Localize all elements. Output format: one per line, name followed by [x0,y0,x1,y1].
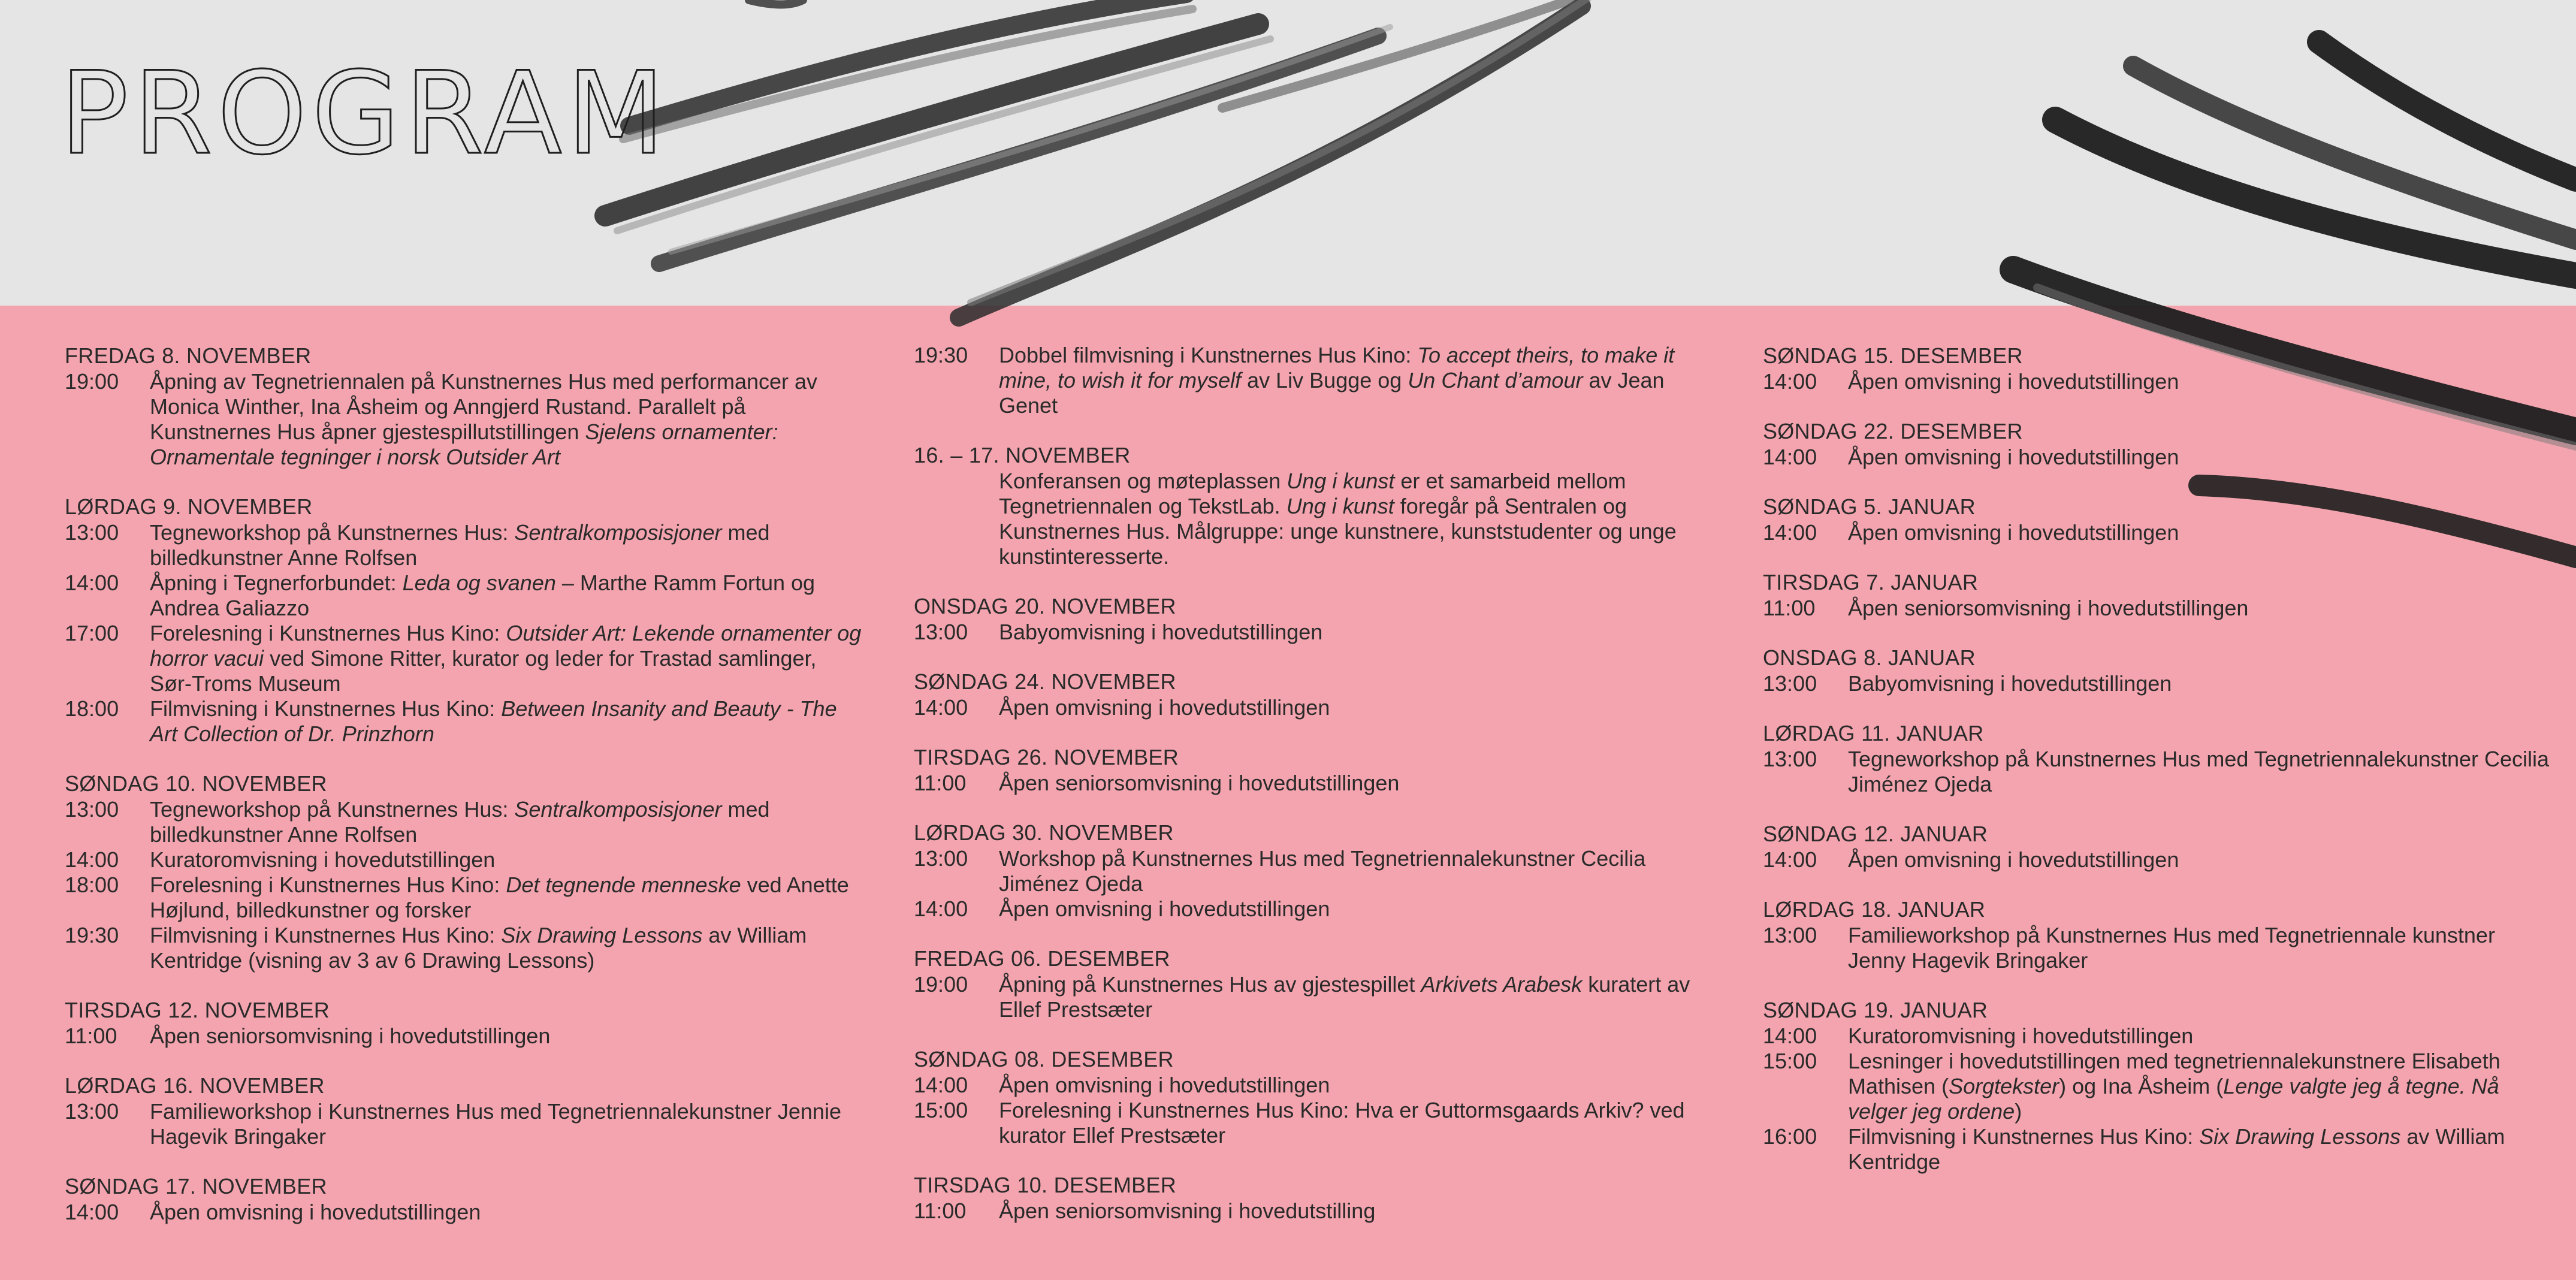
event-time: 19:00 [914,972,968,997]
event-description [999,771,1711,796]
event-text: kuratert av Ellef Prestsæter [999,972,1690,1022]
event-row [65,1024,862,1049]
event-description [1848,747,2554,797]
day-heading: SØNDAG 5. JANUAR [1763,494,1976,519]
event-text: Workshop på Kunstnernes Hus med Tegnetriennalekunstner Cecilia Jiménez Ojeda [999,846,1646,896]
day-heading: LØRDAG 11. JANUAR [1763,721,1984,745]
event-text: med billedkunstner Anne Rolfsen [150,520,770,570]
day-heading: TIRSDAG 12. NOVEMBER [65,998,330,1022]
day-heading: SØNDAG 10. NOVEMBER [65,771,327,796]
event-title-italic: Sentralkomposisjoner [514,797,722,822]
event-text: Filmvisning i Kunstnernes Hus Kino: [150,696,502,721]
event-time: 19:00 [65,369,119,394]
day-block [1763,645,2554,696]
event-row [914,771,1711,796]
event-time: 14:00 [1763,445,1817,469]
day-heading: SØNDAG 15. DESEMBER [1763,343,2023,368]
day-heading: LØRDAG 16. NOVEMBER [65,1073,325,1098]
event-description [1848,369,2554,394]
event-time: 13:00 [1763,747,1817,771]
event-description [1848,847,2554,873]
day-block [1763,418,2554,470]
event-row [914,695,1711,720]
day-heading: SØNDAG 22. DESEMBER [1763,419,2023,443]
day-block [914,820,1711,922]
event-title-italic: Between Insanity and Beauty - The Art Collection of Dr. Prinzhorn [150,696,837,746]
event-description [150,847,862,873]
event-text: Åpen omvisning i hovedutstillingen [1848,445,2179,469]
day-block [914,343,1711,418]
event-text: Åpning i Tegnerforbundet: [150,570,403,595]
event-row [914,343,1711,418]
event-text: Filmvisning i Kunstnernes Hus Kino: [1848,1124,2200,1149]
event-text: Familieworkshop i Kunstnernes Hus med Tegnetriennalekunstner Jennie Hagevik Bringaker [150,1099,841,1149]
event-text: Forelesning i Kunstnernes Hus Kino: [150,621,506,645]
event-text: Tegneworkshop på Kunstnernes Hus: [150,797,515,822]
event-time: 18:00 [65,696,119,721]
day-heading: TIRSDAG 10. DESEMBER [914,1173,1177,1197]
event-time: 14:00 [914,896,968,921]
event-row [1763,596,2554,621]
event-time: 18:00 [65,873,119,897]
event-text: er et samarbeid mellom Tegnetriennalen og TekstLab. [999,469,1626,518]
day-block [1763,821,2554,873]
schedule-column-2 [914,343,1711,1248]
event-time: 14:00 [65,847,119,872]
event-title-italic: Outsider Art: Lekende ornamenter og horror vacui [150,621,862,671]
event-text: av Liv Bugge og [1241,368,1408,393]
event-time: 15:00 [1763,1049,1817,1073]
day-heading: LØRDAG 18. JANUAR [1763,897,1986,922]
event-row [914,1098,1711,1148]
schedule-column-3 [1763,343,2554,1199]
day-heading: LØRDAG 30. NOVEMBER [914,820,1174,845]
day-block [65,997,862,1049]
event-title-italic: Ung i kunst [1287,469,1395,493]
event-text: av William Kentridge (visning av 3 av 6 Drawing Lessons) [150,923,807,973]
event-title-italic: Sjelens ornamenter: Ornamentale tegninger i norsk Outsider Art [150,419,778,469]
event-text: av Jean Genet [999,368,1665,418]
day-block [1763,343,2554,394]
event-description [999,343,1711,418]
event-text: Åpen omvisning i hovedutstillingen [1848,369,2179,394]
event-text: Konferansen og møteplassen [999,469,1287,493]
event-row [1763,445,2554,470]
day-heading: SØNDAG 12. JANUAR [1763,822,1988,846]
event-title-italic: Six Drawing Lessons [2199,1124,2401,1149]
event-text: Åpen seniorsomvisning i hovedutstillingen [1848,596,2249,620]
day-heading: 16. – 17. NOVEMBER [914,443,1131,467]
day-block [65,494,862,747]
event-text: Kuratoromvisning i hovedutstillingen [150,847,496,872]
event-text: av William Kentridge [1848,1124,2505,1174]
event-row [1763,671,2554,696]
page-title: PROGRAM [60,47,670,180]
event-row [914,896,1711,922]
day-heading: FREDAG 06. DESEMBER [914,946,1170,971]
event-time: 11:00 [1763,596,1816,620]
event-text: med billedkunstner Anne Rolfsen [150,797,770,847]
day-block [65,771,862,973]
event-row [914,469,1711,569]
event-title-italic: Sorgtekster [1949,1074,2059,1098]
event-description [150,923,862,973]
event-row [65,873,862,923]
day-block [914,442,1711,569]
event-description [999,620,1711,645]
event-text: Lesninger i hovedutstillingen med tegnetriennalekunstnere Elisabeth Mathisen ( [1848,1049,2500,1098]
event-row [1763,1124,2554,1175]
day-block [1763,720,2554,797]
event-description [999,1199,1711,1224]
event-time: 11:00 [914,1199,967,1223]
day-heading: SØNDAG 17. NOVEMBER [65,1174,327,1199]
day-heading: LØRDAG 9. NOVEMBER [65,494,313,519]
event-text: Åpen omvisning i hovedutstillingen [999,1073,1330,1097]
event-time: 14:00 [914,1073,968,1097]
event-row [914,846,1711,896]
event-title-italic: Six Drawing Lessons [501,923,703,947]
day-block [914,1046,1711,1148]
event-time: 14:00 [1763,520,1817,545]
event-text: Tegneworkshop på Kunstnernes Hus: [150,520,515,545]
event-row [65,570,862,621]
day-block [65,343,862,470]
event-text: Filmvisning i Kunstnernes Hus Kino: [150,923,502,947]
event-row [914,1199,1711,1224]
event-text: Åpen seniorsomvisning i hovedutstillingen [999,771,1400,795]
event-time: 14:00 [914,695,968,720]
event-time: 13:00 [65,797,119,822]
event-time: 13:00 [914,846,968,871]
event-text: Åpning på Kunstnernes Hus av gjestespillet [999,972,1421,997]
event-row [65,797,862,847]
event-time: 17:00 [65,621,119,645]
event-description [1848,445,2554,470]
event-row [65,696,862,747]
day-block [914,593,1711,645]
event-description [1848,520,2554,545]
event-description [150,570,862,621]
day-heading: TIRSDAG 7. JANUAR [1763,570,1979,594]
event-time: 14:00 [65,570,119,595]
event-text: Familieworkshop på Kunstnernes Hus med Tegnetriennale kunstner Jenny Hagevik Bringaker [1848,923,2495,973]
event-row [1763,747,2554,797]
day-heading: SØNDAG 19. JANUAR [1763,998,1988,1022]
event-title-italic: Ung i kunst [1286,494,1394,518]
event-row [1763,520,2554,545]
event-description [1848,1024,2554,1049]
event-text: Dobbel filmvisning i Kunstnernes Hus Kino: [999,343,1418,367]
event-row [65,1200,862,1225]
event-title-italic: To accept theirs, to make it mine, to wish it for myself [999,343,1675,393]
event-text: ved Simone Ritter, kurator og leder for Trastad samlinger, Sør-Troms Museum [150,646,817,696]
event-row [65,923,862,973]
event-description [999,896,1711,922]
day-heading: TIRSDAG 26. NOVEMBER [914,745,1179,769]
day-heading: ONSDAG 20. NOVEMBER [914,594,1176,618]
event-text: – Marthe Ramm Fortun og Andrea Galiazzo [150,570,816,620]
event-text: foregår på Sentralen og Kunstnernes Hus. Målgruppe: unge kunstnere, kunststudenter og unge kunstinteresserte. [999,494,1677,569]
event-time: 13:00 [65,1099,119,1124]
event-description [999,1098,1711,1148]
event-row [65,520,862,570]
event-row [914,1073,1711,1098]
day-block [1763,896,2554,973]
day-block [914,946,1711,1022]
event-text: Åpning av Tegnetriennalen på Kunstnernes Hus med performancer av Monica Winther, Ina Åsheim og Anngjerd Rustand. Parallelt på Kunstnernes Hus åpner gjestespillutstillingen [150,369,818,444]
event-row [65,369,862,470]
event-text: Forelesning i Kunstnernes Hus Kino: [150,873,506,897]
event-description [999,846,1711,896]
event-time: 14:00 [1763,369,1817,394]
event-time: 13:00 [65,520,119,545]
event-text: Åpen omvisning i hovedutstillingen [999,896,1330,921]
event-description [150,369,862,470]
event-time: 11:00 [65,1024,117,1048]
event-row [1763,369,2554,394]
event-description [1848,1124,2554,1175]
event-title-italic: Det tegnende menneske [506,873,741,897]
day-heading: ONSDAG 8. JANUAR [1763,645,1976,670]
event-row [914,620,1711,645]
day-block [1763,494,2554,545]
event-time: 15:00 [914,1098,968,1122]
day-block [914,669,1711,720]
event-title-italic: Un Chant d’amour [1408,368,1583,393]
event-description [150,621,862,696]
event-time: 14:00 [65,1200,119,1224]
day-heading: SØNDAG 24. NOVEMBER [914,669,1176,694]
event-title-italic: Sentralkomposisjoner [514,520,722,545]
event-row [65,1099,862,1149]
event-row [1763,1024,2554,1049]
day-block [65,1173,862,1225]
event-time: 13:00 [1763,923,1817,947]
event-text: Åpen omvisning i hovedutstillingen [1848,520,2179,545]
day-block [914,744,1711,796]
event-time: 14:00 [1763,1024,1817,1048]
event-text: Åpen omvisning i hovedutstillingen [999,695,1330,720]
event-description [999,1073,1711,1098]
event-text: Åpen omvisning i hovedutstillingen [1848,847,2179,872]
day-block [65,1073,862,1149]
event-time: 19:30 [65,923,119,947]
event-row [1763,847,2554,873]
event-description [150,797,862,847]
event-description [1848,671,2554,696]
event-text: Babyomvisning i hovedutstillingen [1848,671,2172,696]
event-description [1848,1049,2554,1124]
event-row [1763,923,2554,973]
event-time: 19:30 [914,343,968,367]
event-text: Åpen omvisning i hovedutstillingen [150,1200,481,1224]
event-text: Tegneworkshop på Kunstnernes Hus med Tegnetriennalekunstner Cecilia Jiménez Ojeda [1848,747,2550,796]
event-description [999,695,1711,720]
event-description [1848,923,2554,973]
event-description [150,1200,862,1225]
day-block [1763,569,2554,621]
event-title-italic: Arkivets Arabesk [1421,972,1583,997]
event-text: ) og Ina Åsheim ( [2059,1074,2224,1098]
event-description [150,520,862,570]
event-description [999,972,1711,1022]
event-description [150,696,862,747]
day-block [914,1172,1711,1224]
day-block [1763,997,2554,1175]
event-description [150,1024,862,1049]
event-description [1848,596,2554,621]
event-text: ved Anette Højlund, billedkunstner og forsker [150,873,849,922]
event-title-italic: Leda og svanen [402,570,556,595]
event-row [1763,1049,2554,1124]
event-time: 11:00 [914,771,967,795]
day-heading: FREDAG 8. NOVEMBER [65,343,312,368]
event-row [914,972,1711,1022]
event-description [150,1099,862,1149]
event-time: 16:00 [1763,1124,1817,1149]
event-time: 13:00 [914,620,968,644]
event-text: Åpen seniorsomvisning i hovedutstillingen [150,1024,551,1048]
event-row [65,847,862,873]
day-heading: SØNDAG 08. DESEMBER [914,1047,1174,1071]
schedule-column-1 [65,343,862,1249]
event-time: 13:00 [1763,671,1817,696]
event-text: Forelesning i Kunstnernes Hus Kino: Hva er Guttormsgaards Arkiv? ved kurator Ellef Prestsæter [999,1098,1685,1148]
event-text: Åpen seniorsomvisning i hovedutstilling [999,1199,1376,1223]
event-time: 14:00 [1763,847,1817,872]
event-description [150,873,862,923]
event-description [999,469,1711,569]
event-text: ) [2015,1099,2022,1124]
event-text: Kuratoromvisning i hovedutstillingen [1848,1024,2194,1048]
event-title-italic: Lenge valgte jeg å tegne. Nå velger jeg ordene [1848,1074,2499,1124]
event-row [65,621,862,696]
event-text: Babyomvisning i hovedutstillingen [999,620,1323,644]
